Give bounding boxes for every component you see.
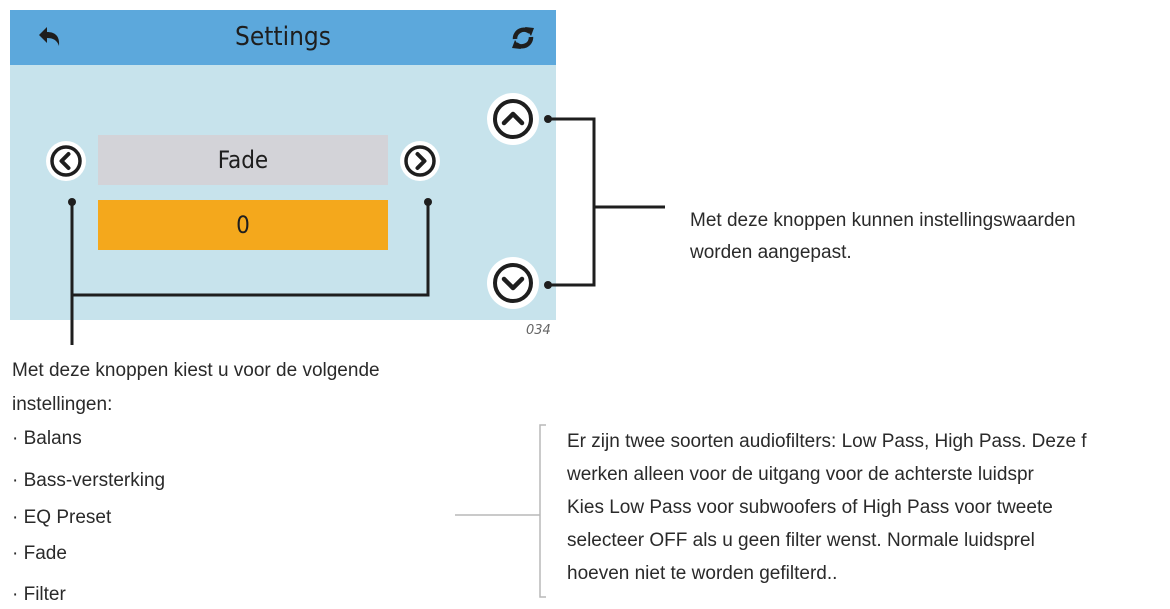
chevron-down-icon [487,257,539,309]
setting-value-field: 0 [98,200,388,250]
device-screen [10,10,556,320]
updown-line-1: Met deze knoppen kunnen instellingswaarden [690,210,1076,231]
list-item: · Fade [12,543,67,564]
list-item: · EQ Preset [12,507,112,528]
value-down-button[interactable] [487,257,539,309]
filter-line-5: hoeven niet te worden gefilterd.. [567,563,838,584]
leftright-line-2: instellingen: [12,394,113,415]
image-code: 034 [526,323,551,338]
value-up-button[interactable] [487,93,539,145]
chevron-right-icon [400,141,440,181]
filter-bracket [540,425,546,597]
list-item: · Bass-versterking [12,470,166,491]
next-setting-button[interactable] [400,141,440,181]
leftright-line-1: Met deze knoppen kiest u voor de volgende [12,360,380,381]
title-bar [10,10,556,65]
page-title: Settings [235,22,331,52]
previous-setting-button[interactable] [46,141,86,181]
filter-description [567,425,1170,590]
leftright-description [12,354,482,422]
setting-name-field: Fade [98,135,388,185]
updown-description [690,205,1170,269]
list-item: · Balans [12,428,82,449]
chevron-up-icon [487,93,539,145]
refresh-icon[interactable] [507,22,539,54]
filter-line-2: werken alleen voor de uitgang voor de achterste luidspr [567,464,1034,485]
filter-line-3: Kies Low Pass voor subwoofers of High Pass voor tweete [567,497,1053,518]
filter-line-1: Er zijn twee soorten audiofilters: Low Pass, High Pass. Deze f [567,431,1087,452]
updown-line-2: worden aangepast. [690,242,852,263]
filter-line-4: selecteer OFF als u geen filter wenst. Normale luidsprel [567,530,1035,551]
list-item: · Filter [12,584,66,605]
chevron-left-icon [46,141,86,181]
